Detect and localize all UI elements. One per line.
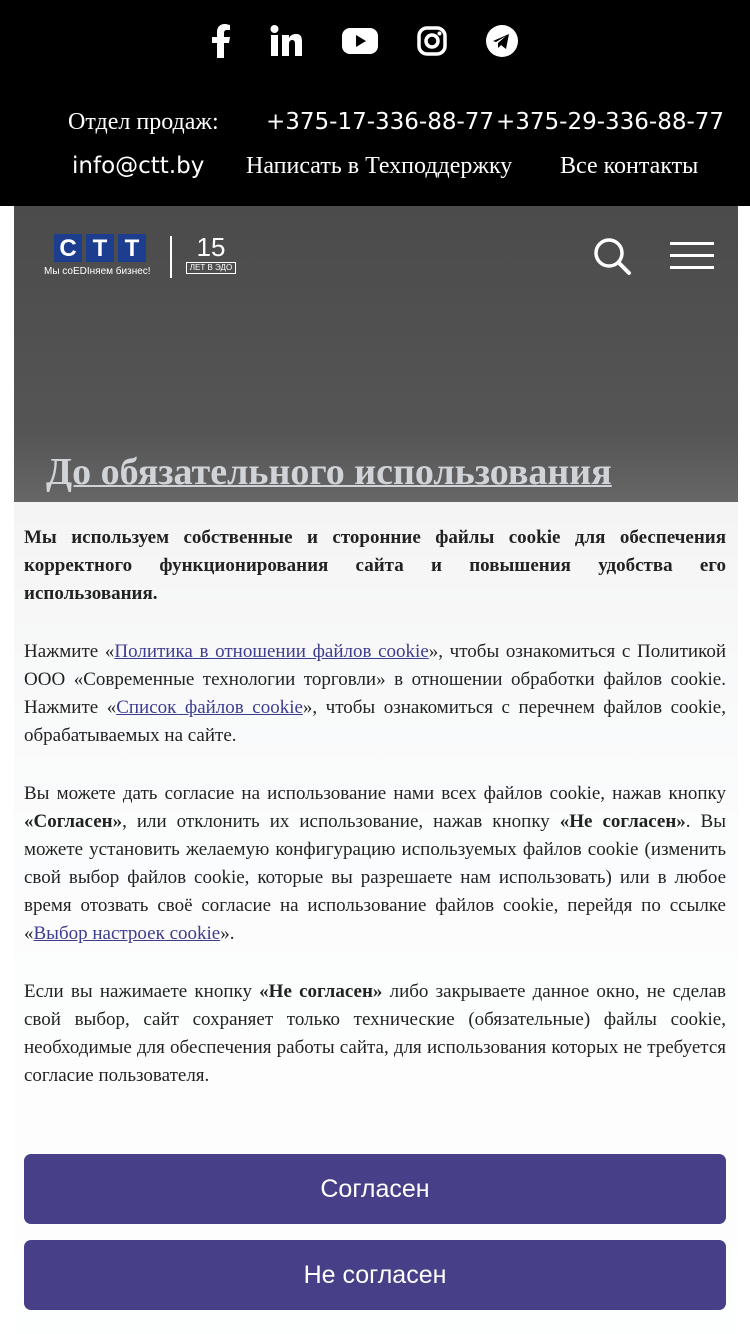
phone-link-1[interactable]: +375-17-336-88-77 [266, 109, 495, 135]
cookie-choice-paragraph: Вы можете дать согласие на использование нами всех файлов cookie, нажав кнопку «Согласен», или отклонить их использование, нажав кнопку «Не согласен». Вы можете установить желаемую конфигурацию используемых файлов cookie (изменить свой выбор файлов cookie, которые вы разрешаете нам использовать) или в любое время отозвать своё согласие на использование файлов cookie, перейдя по ссылке «Выбор настроек cookie». [24, 783, 726, 944]
facebook-icon[interactable] [206, 18, 236, 64]
links-row [0, 146, 750, 186]
logo-letter: T [118, 234, 146, 262]
logo-tagline: Мы соEDIняем бизнес! [44, 266, 151, 277]
accept-button[interactable]: Согласен [24, 1154, 726, 1224]
hero-title[interactable]: До обязательного использования [46, 451, 612, 493]
social-links [0, 18, 750, 64]
menu-icon [670, 242, 714, 245]
sales-row [0, 102, 750, 142]
cookie-settings-link[interactable]: Выбор настроек cookie [33, 923, 221, 944]
logo-letter: C [54, 234, 82, 262]
instagram-icon[interactable] [414, 18, 450, 64]
cookie-consent-panel [0, 502, 750, 1334]
logo-divider [170, 236, 172, 278]
cookie-decline-paragraph: Если вы нажимаете кнопку «Не согласен» либо закрываете данное окно, не сделав свой выбор, сайт сохраняет только технические (обязательные) файлы cookie, необходимые для обеспечения работы сайта, для использования которых не требуется согласие пользователя. [24, 981, 726, 1086]
anniversary-badge [186, 234, 236, 278]
linkedin-icon[interactable] [268, 18, 304, 64]
anniversary-number: 15 [196, 232, 226, 262]
top-bar [0, 0, 750, 206]
cookie-intro: Мы используем собственные и сторонние файлы cookie для обеспечения корректного функционирования сайта и повышения удобства его использования. [24, 527, 726, 604]
telegram-icon[interactable] [484, 18, 520, 64]
anniversary-text: ЛЕТ В ЭДО [186, 262, 236, 274]
logo-letter: T [86, 234, 114, 262]
decline-button[interactable]: Не согласен [24, 1240, 726, 1310]
menu-button[interactable] [670, 240, 714, 270]
cookie-policy-paragraph: Нажмите «Политика в отношении файлов cookie», чтобы ознакомиться с Политикой ООО «Современные технологии торговли» в отношении обработки файлов cookie. Нажмите «Список файлов cookie», чтобы ознакомиться с перечнем файлов cookie, обрабатываемых на сайте. [24, 641, 726, 746]
logo[interactable] [44, 234, 244, 284]
sales-label: Отдел продаж: [68, 109, 219, 135]
cookie-list-link[interactable]: Список файлов cookie [116, 697, 303, 718]
search-button[interactable] [592, 236, 632, 276]
cookie-policy-link[interactable]: Политика в отношении файлов cookie [114, 641, 429, 662]
support-link[interactable]: Написать в Техподдержку [246, 153, 513, 179]
youtube-icon[interactable] [340, 18, 380, 64]
all-contacts-link[interactable]: Все контакты [560, 153, 699, 179]
email-link[interactable]: info@ctt.by [72, 153, 205, 179]
phone-link-2[interactable]: +375-29-336-88-77 [496, 109, 725, 135]
search-icon [592, 236, 632, 276]
